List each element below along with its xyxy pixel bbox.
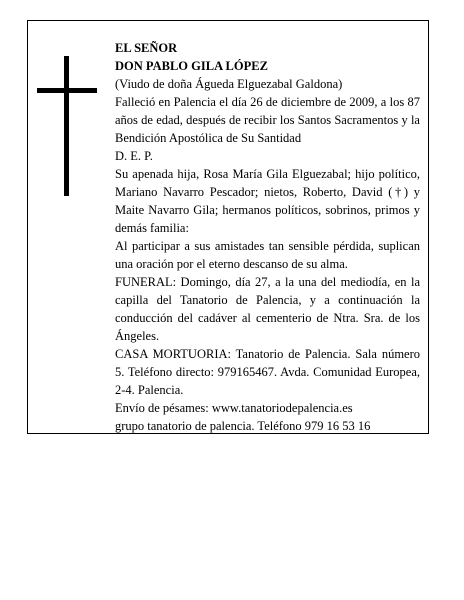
footer-line: grupo tanatorio de palencia. Teléfono 979 16 53 16 — [115, 419, 371, 433]
family-paragraph: Su apenada hija, Rosa María Gila Elguezabal; hijo político, Mariano Navarro Pescador; nietos, Roberto, David (†) y Maite Navarro Gila; hermanos políticos, sobrinos, primos y demás familia: — [115, 167, 420, 235]
death-paragraph: Falleció en Palencia el día 26 de diciembre de 2009, a los 87 años de edad, después de recibir los Santos Sacramentos y la Bendición Apostólica de Su Santidad — [115, 95, 420, 145]
request-paragraph: Al participar a sus amistades tan sensible pérdida, suplican una oración por el eterno descanso de su alma. — [115, 239, 420, 271]
heading-title: EL SEÑOR — [115, 41, 178, 55]
cross-icon — [37, 56, 97, 196]
funeral-paragraph: FUNERAL: Domingo, día 27, a la una del mediodía, en la capilla del Tanatorio de Palencia, y a continuación la conducción del cadáver al cementerio de Ntra. Sra. de los Ángeles. — [115, 275, 420, 343]
deceased-name: DON PABLO GILA LÓPEZ — [115, 59, 268, 73]
condolences-line: Envío de pésames: www.tanatoriodepalencia.es — [115, 401, 353, 415]
obituary-text — [115, 39, 420, 435]
widower-line: (Viudo de doña Águeda Elguezabal Galdona) — [115, 77, 343, 91]
cross-vertical-bar — [64, 56, 69, 196]
casa-mortuoria-paragraph: CASA MORTUORIA: Tanatorio de Palencia. Sala número 5. Teléfono directo: 979165467. Avda. Comunidad Europea, 2-4. Palencia. — [115, 347, 420, 397]
rip-line: D. E. P. — [115, 149, 153, 163]
cross-horizontal-bar — [37, 88, 97, 93]
